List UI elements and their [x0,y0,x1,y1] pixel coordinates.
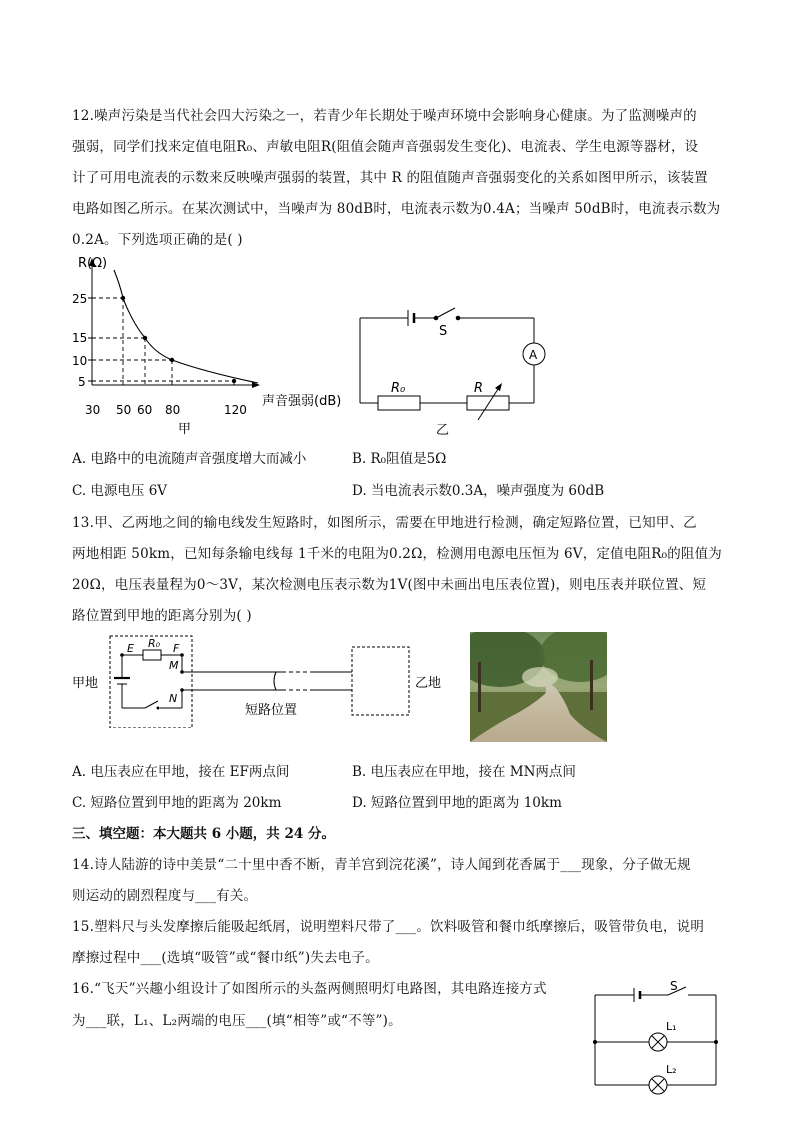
ytick-5: 5 [78,375,86,389]
q16-switch-label: S [670,979,678,993]
label-m: M [169,659,179,672]
q12-option-c: C. 电源电压 6V [72,483,168,499]
q12-line-4: 电路如图乙所示。在某次测试中，当噪声为 80dB时，电流表示数为0.4A；当噪声 50dB时，电流表示数为 [72,201,721,217]
label-n: N [169,692,178,705]
ytick-10: 10 [72,354,88,368]
ytick-25: 25 [72,292,88,306]
q13-line-1: 13.甲、乙两地之间的输电线发生短路时，如图所示，需要在甲地进行检测，确定短路位置，已知甲、乙 [72,515,697,531]
label-e: E [127,642,134,655]
q13-line-3: 20Ω，电压表量程为0～3V，某次检测电压表示数为1V(图中未画出电压表位置)，则电压表并联位置、短 [72,577,707,593]
short-position-label: 短路位置 [245,703,298,718]
l1-label: L₁ [666,1020,677,1033]
xtick-30: 30 [85,403,101,417]
graph-caption: 甲 [178,422,192,437]
road-photo [470,632,607,742]
circuit-caption: 乙 [436,423,450,438]
l2-label: L₂ [666,1063,677,1076]
jia-di-label: 甲地 [72,676,99,691]
circuit-switch-label: S [439,324,448,339]
r0-label: R₀ [391,381,406,396]
q16-circuit [588,975,728,1095]
q12-option-b: B. R₀阻值是5Ω [352,451,447,467]
q12-line-1: 12.噪声污染是当代社会四大污染之一，若青少年长期处于噪声环境中会影响身心健康。为了监测噪声的 [72,108,697,124]
q12-option-a: A. 电路中的电流随声音强度增大而减小 [72,451,307,467]
q13-option-b: B. 电压表应在甲地，接在 MN两点间 [352,764,576,780]
q13-option-c: C. 短路位置到甲地的距离为 20km [72,795,282,811]
q15-line-2: 摩擦过程中___(选填“吸管”或“餐巾纸”)失去电子。 [72,950,379,966]
xtick-120: 120 [224,403,247,417]
xtick-80: 80 [165,403,181,417]
q13-option-d: D. 短路位置到甲地的距离为 10km [352,795,562,811]
q13-option-a: A. 电压表应在甲地，接在 EF两点间 [72,764,290,780]
xtick-60: 60 [137,403,153,417]
q15-line-1: 15.塑料尺与头发摩擦后能吸起纸屑，说明塑料尺带了___。饮料吸管和餐巾纸摩擦后，吸管带负电，说明 [72,919,705,935]
q12-line-2: 强弱，同学们找来定值电阻R₀、声敏电阻R(阻值会随声音强弱发生变化)、电流表、学生电源等器材，设 [72,139,699,155]
q14-line-1: 14.诗人陆游的诗中美景“二十里中香不断，青羊宫到浣花溪”，诗人闻到花香属于___现象，分子做无规 [72,857,691,873]
q12-line-3: 计了可用电流表的示数来反映噪声强弱的装置，其中 R 的阻值随声音强弱变化的关系如图甲所示，该装置 [72,170,708,186]
graph-xlabel: 声音强弱(dB) [262,394,342,409]
label-r0: R₀ [148,637,161,650]
graph-ylabel: R(Ω) [78,256,108,271]
ammeter-label: A [529,348,538,362]
xtick-50: 50 [116,403,132,417]
q12-circuit-yi [350,300,560,440]
q12-option-d: D. 当电流表示数0.3A，噪声强度为 60dB [352,483,605,499]
q13-line-diagram [70,628,460,728]
q13-line-4: 路位置到甲地的距离分别为( ) [72,608,252,624]
ytick-15: 15 [72,331,88,345]
q14-line-2: 则运动的剧烈程度与___有关。 [72,888,258,904]
section-3-header: 三、填空题：本大题共 6 小题，共 24 分。 [72,826,335,842]
yi-di-label: 乙地 [415,676,442,691]
r-label: R [474,381,484,396]
label-f: F [173,642,180,655]
q12-line-5: 0.2A。下列选项正确的是( ) [72,232,243,248]
q16-line-2: 为___联，L₁、L₂两端的电压___(填“相等”或“不等”)。 [72,1013,402,1029]
q13-line-2: 两地相距 50km，已知每条输电线每 1千米的电阻为0.2Ω，检测用电源电压恒为 6V，定值电阻R₀的阻值为 [72,546,722,562]
q16-line-1: 16.“飞天”兴趣小组设计了如图所示的头盔两侧照明灯电路图，其电路连接方式 [72,981,547,997]
q12-graph-jia [60,250,360,440]
